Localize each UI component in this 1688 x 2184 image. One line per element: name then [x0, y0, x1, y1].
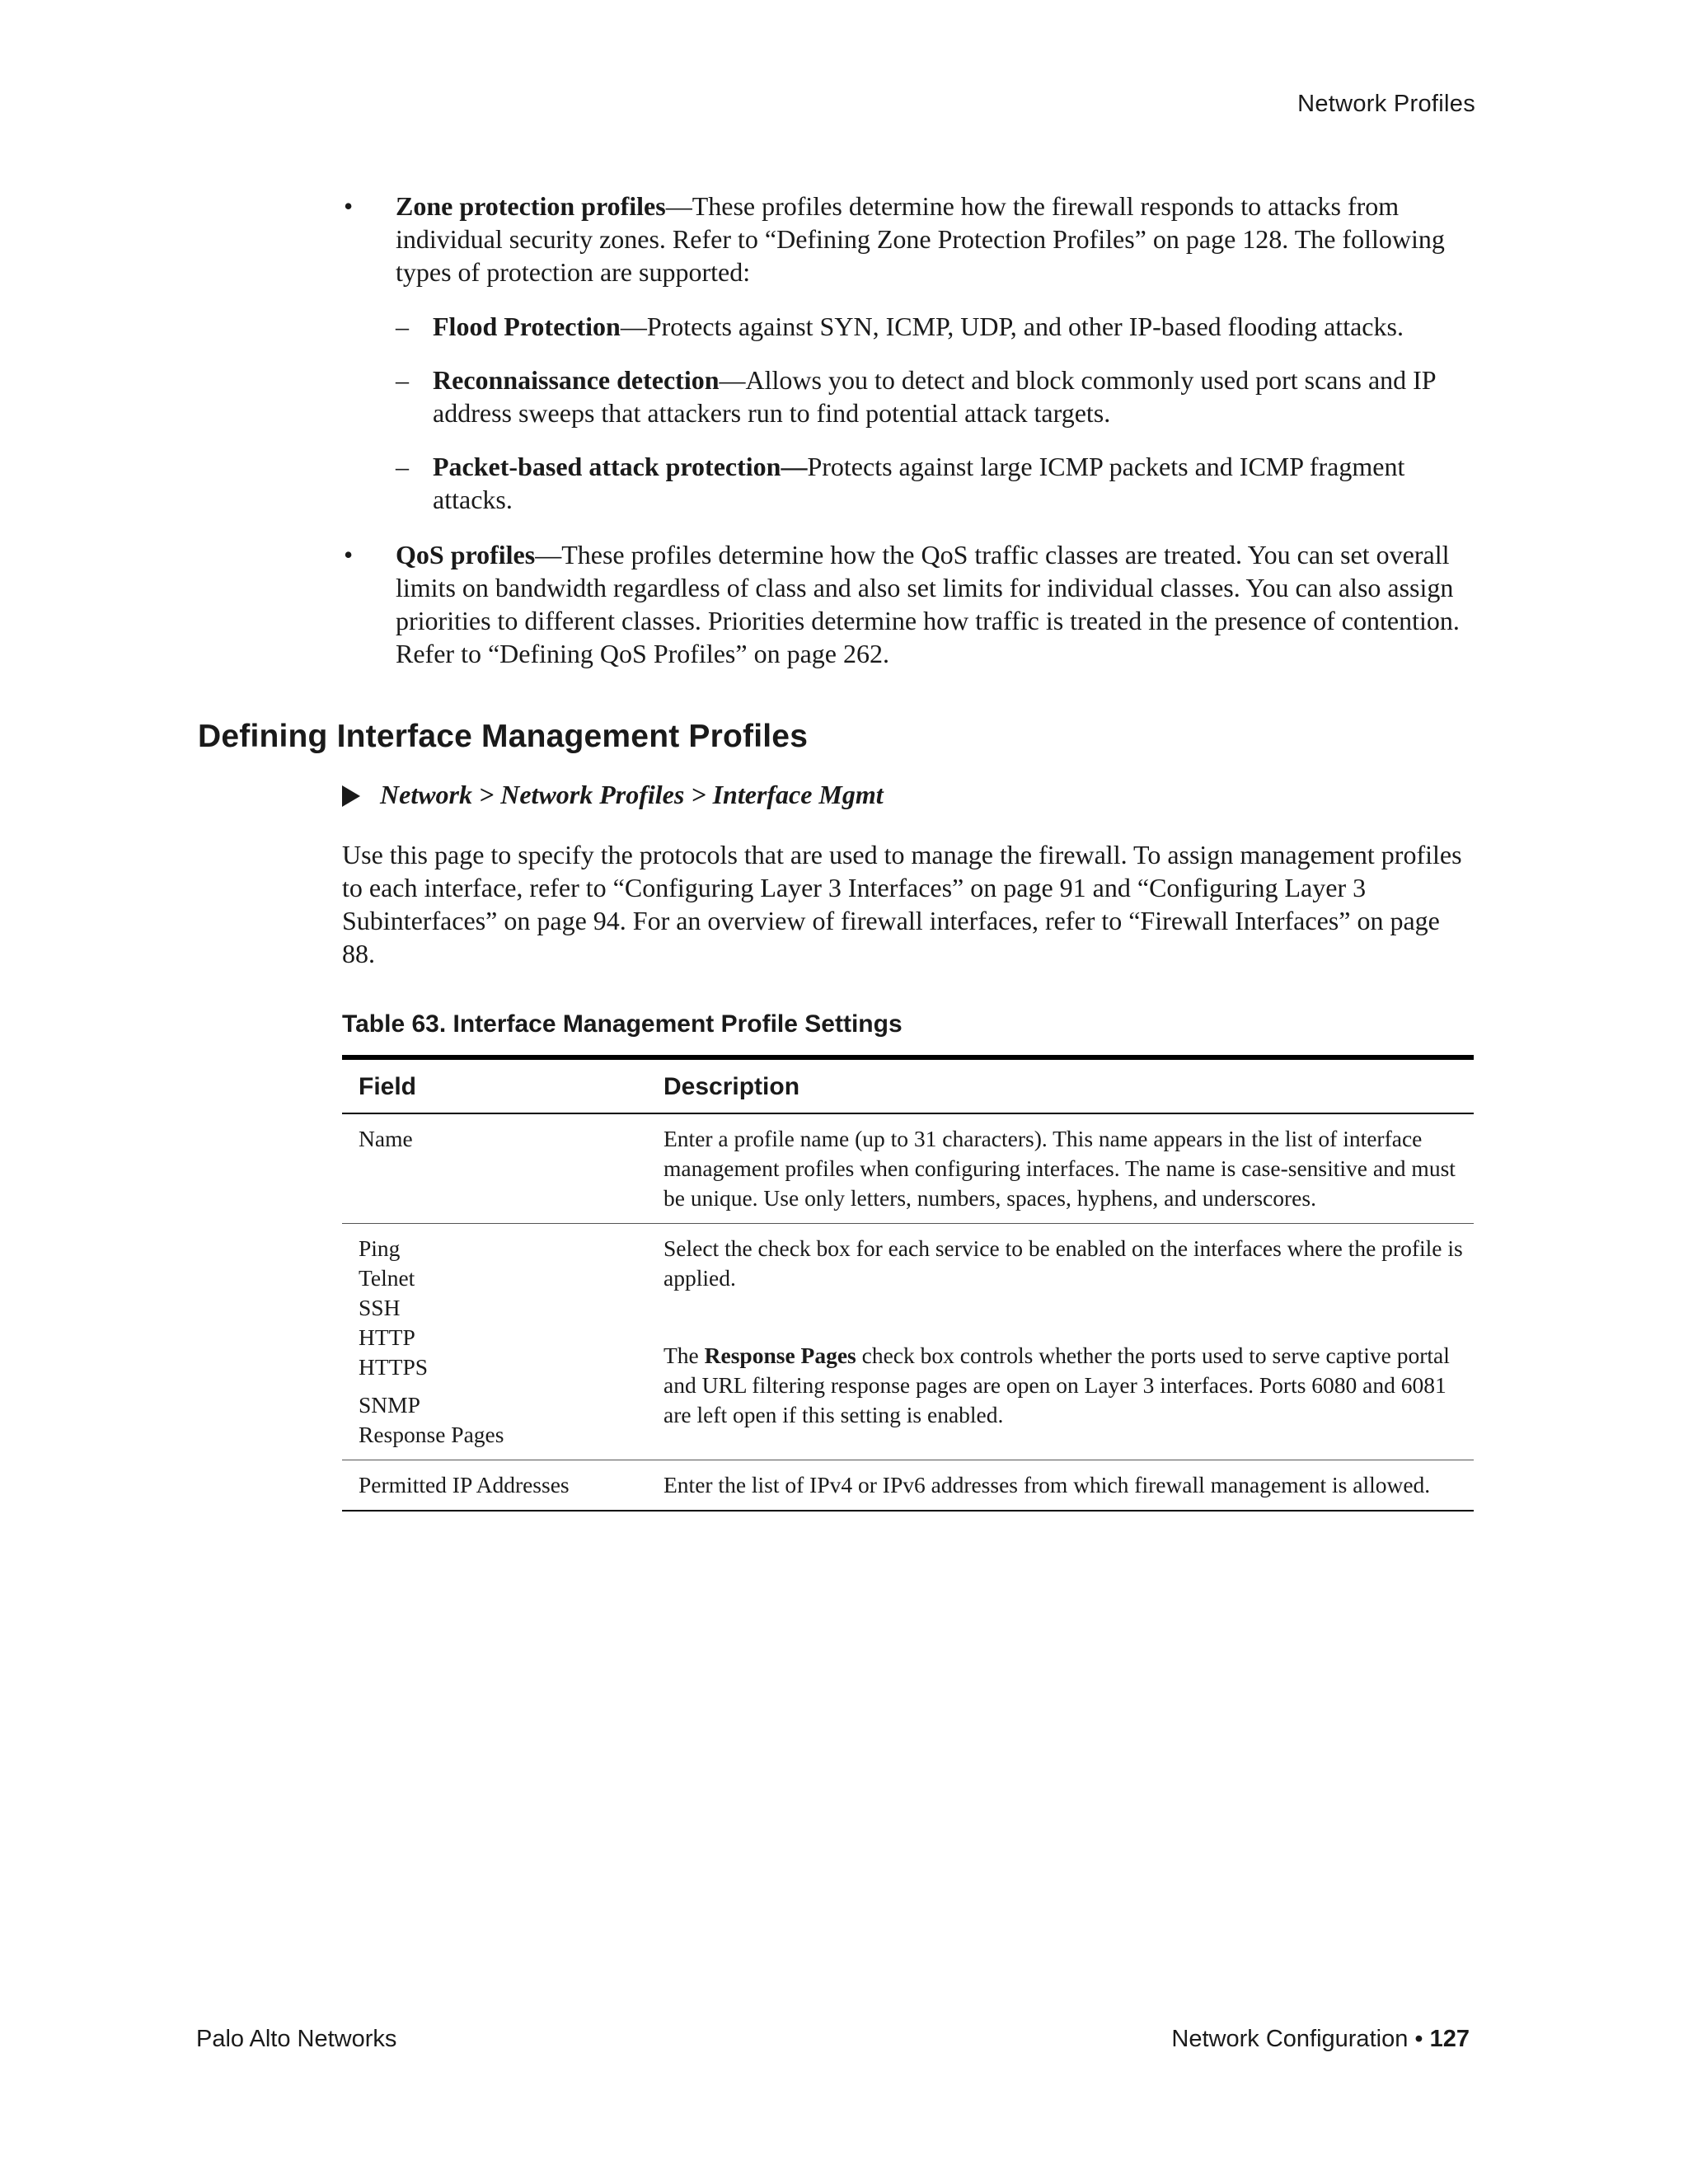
- list-item-qos: [342, 538, 1471, 670]
- sub-item-reconnaissance: [342, 363, 1471, 429]
- intro-paragraph: Use this page to specify the protocols that are used to manage the firewall. To assign management profiles to each interface, refer to “Configuring Layer 3 Interfaces” on page 91 and “Configuring Layer 3 Subinterfaces” on page 94. For an overview of firewall interfaces, refer to “Firewall Interfaces” on page 88.: [342, 840, 1462, 968]
- description-cell: Enter a profile name (up to 31 characters). This name appears in the list of interface management profiles when configuring interfaces. The name is case-sensitive and must be unique. Use only letters, numbers, spaces, hyphens, and underscores.: [647, 1113, 1474, 1224]
- field-cell: [342, 1224, 647, 1460]
- footer-separator: •: [1408, 2026, 1430, 2052]
- dash-marker: –: [396, 312, 409, 341]
- description-cell: Enter the list of IPv4 or IPv6 addresses from which firewall management is allowed.: [647, 1460, 1474, 1511]
- term-reconnaissance: Reconnaissance detection: [433, 365, 720, 395]
- section-heading: Defining Interface Management Profiles: [198, 719, 809, 754]
- field-cell: Name: [342, 1113, 647, 1224]
- footer-company: Palo Alto Networks: [196, 2026, 397, 2052]
- text-zone-protection: —These profiles determine how the firewall responds to attacks from individual security zones. Refer to “Defining Zone Protection Profiles” on page 128. The following types of protection are supported:: [396, 191, 1445, 287]
- sub-item-packet-based: [342, 450, 1471, 516]
- text-qos: —These profiles determine how the QoS traffic classes are treated. You can set overall limits on bandwidth regardless of class and also set limits for individual classes. You can also assign priorities to different classes. Priorities determine how traffic is treated in the presence of contention. Refer to “Defining QoS Profiles” on page 262.: [396, 540, 1460, 668]
- field-snmp: SNMP: [359, 1392, 420, 1418]
- desc-suffix: check box controls whether the ports used to serve captive portal and URL filtering response pages are open on Layer 3 interfaces. Ports 6080 and 6081 are left open if this setting is enabled.: [663, 1343, 1450, 1427]
- triangle-arrow-icon: [342, 785, 360, 807]
- sub-item-flood-protection: [342, 310, 1471, 343]
- table-header-row: [342, 1057, 1474, 1113]
- bullet-marker: •: [344, 540, 354, 569]
- table-row: [342, 1224, 1474, 1460]
- list-item-zone-protection: [342, 190, 1471, 288]
- header-description: Description: [647, 1057, 1474, 1113]
- text-reconnaissance: —Allows you to detect and block commonly used port scans and IP address sweeps that attackers run to find potential attack targets.: [433, 365, 1436, 428]
- desc-prefix: The: [663, 1343, 705, 1368]
- bullet-marker: •: [344, 191, 354, 221]
- profile-type-list: [342, 190, 1471, 670]
- table-caption: Table 63. Interface Management Profile Settings: [342, 1010, 903, 1038]
- field-telnet: Telnet: [359, 1265, 415, 1291]
- dash-marker: –: [396, 365, 409, 395]
- description-services: Select the check box for each service to be enabled on the interfaces where the profile is applied.: [663, 1235, 1463, 1291]
- table-row: [342, 1460, 1474, 1511]
- dash-marker: –: [396, 452, 409, 481]
- field-ssh: SSH: [359, 1295, 401, 1320]
- page-number: 127: [1429, 2026, 1470, 2052]
- protection-types-list: [342, 310, 1471, 516]
- settings-table: [342, 1055, 1474, 1511]
- header-field: Field: [342, 1057, 647, 1113]
- running-header: Network Profiles: [1297, 91, 1475, 117]
- field-ping: Ping: [359, 1235, 401, 1261]
- field-response-pages: Response Pages: [359, 1422, 504, 1447]
- footer-page-info: [1171, 2026, 1470, 2053]
- field-cell: Permitted IP Addresses: [342, 1460, 647, 1511]
- description-cell: [647, 1224, 1474, 1460]
- table-row: [342, 1113, 1474, 1224]
- nav-path-text: Network > Network Profiles > Interface Mgmt: [380, 780, 884, 809]
- field-https: HTTPS: [359, 1354, 429, 1380]
- description-response-pages: [663, 1341, 1474, 1430]
- text-flood-protection: —Protects against SYN, ICMP, UDP, and other IP-based flooding attacks.: [620, 312, 1404, 341]
- term-packet-based: Packet-based attack protection—: [433, 452, 808, 481]
- term-qos: QoS profiles: [396, 540, 536, 569]
- desc-bold-term: Response Pages: [704, 1343, 856, 1368]
- term-flood-protection: Flood Protection: [433, 312, 621, 341]
- term-zone-protection: Zone protection profiles: [396, 191, 666, 221]
- navigation-path: [342, 778, 884, 811]
- footer-chapter: Network Configuration: [1171, 2026, 1409, 2052]
- text-packet-based: Protects against large ICMP packets and ICMP fragment attacks.: [433, 452, 1405, 514]
- field-http: HTTP: [359, 1324, 415, 1350]
